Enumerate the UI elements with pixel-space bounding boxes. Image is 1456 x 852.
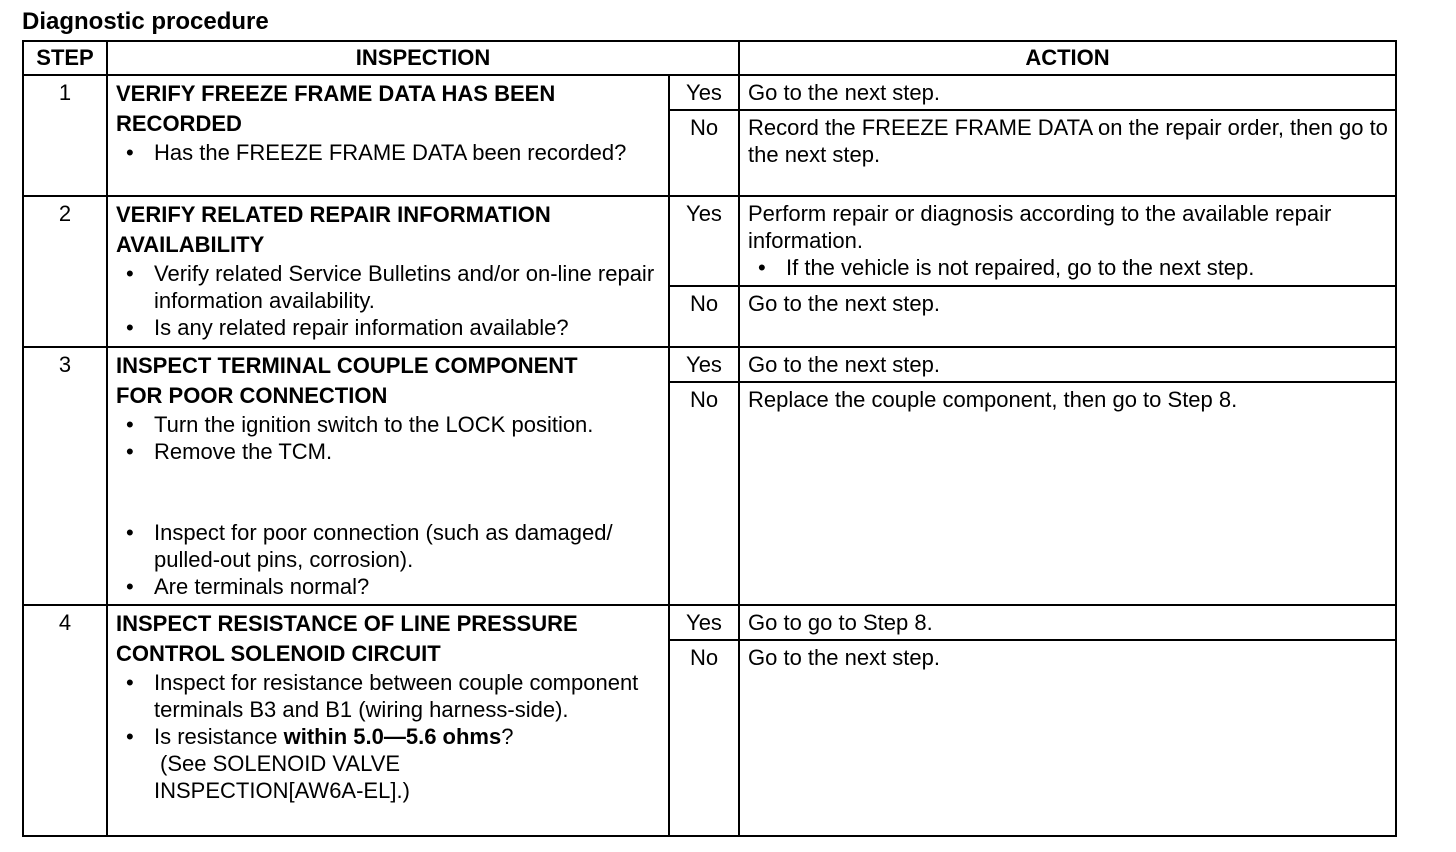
page-title: Diagnostic procedure xyxy=(22,8,269,35)
inspection-bullets xyxy=(116,519,662,600)
no-label: No xyxy=(669,640,739,836)
list-item: • Is resistance within 5.0—5.6 ohms? (See SOLENOID VALVE INSPECTION[AW6A-EL].) xyxy=(154,723,662,804)
see-reference-cont: INSPECTION[AW6A-EL].) xyxy=(154,778,410,803)
list-item: • Turn the ignition switch to the LOCK position. xyxy=(154,411,662,438)
list-item: • If the vehicle is not repaired, go to the next step. xyxy=(786,254,1389,281)
no-action: Go to the next step. xyxy=(739,640,1396,836)
inspection-heading: INSPECT TERMINAL COUPLE COMPONENT FOR POOR CONNECTION xyxy=(116,353,578,408)
inspection-cell xyxy=(107,605,669,836)
header-step: STEP xyxy=(23,41,107,75)
list-item: • Remove the TCM. xyxy=(154,438,662,465)
inspection-cell xyxy=(107,196,669,347)
resistance-spec: within 5.0—5.6 ohms xyxy=(283,724,502,749)
action-bullets xyxy=(748,254,1389,281)
list-item: • Is any related repair information available? xyxy=(154,314,662,341)
table-row xyxy=(23,347,1396,382)
yes-action-text: Perform repair or diagnosis according to the available repair information. xyxy=(748,201,1332,253)
see-reference: (See SOLENOID VALVE xyxy=(160,751,401,776)
yes-action: Go to the next step. xyxy=(739,347,1396,382)
yes-action xyxy=(739,196,1396,286)
yes-action: Go to the next step. xyxy=(739,75,1396,110)
header-row xyxy=(23,41,1396,75)
table-row xyxy=(23,196,1396,286)
yes-label: Yes xyxy=(669,75,739,110)
no-action: Record the FREEZE FRAME DATA on the repair order, then go to the next step. xyxy=(739,110,1396,196)
step-number: 2 xyxy=(23,196,107,347)
inspection-heading: VERIFY FREEZE FRAME DATA HAS BEEN RECORDED xyxy=(116,81,556,136)
inspection-bullets xyxy=(116,139,662,166)
table-row xyxy=(23,75,1396,110)
yes-label: Yes xyxy=(669,347,739,382)
step-number: 3 xyxy=(23,347,107,605)
inspection-bullets xyxy=(116,260,662,341)
no-label: No xyxy=(669,286,739,347)
no-action: Replace the couple component, then go to Step 8. xyxy=(739,382,1396,605)
yes-label: Yes xyxy=(669,196,739,286)
inspection-heading: INSPECT RESISTANCE OF LINE PRESSURE CONTROL SOLENOID CIRCUIT xyxy=(116,611,578,666)
yes-label: Yes xyxy=(669,605,739,640)
step-number: 4 xyxy=(23,605,107,836)
inspection-bullets xyxy=(116,411,662,465)
list-item: • Inspect for poor connection (such as damaged/ pulled-out pins, corrosion). xyxy=(154,519,662,573)
yes-action: Go to go to Step 8. xyxy=(739,605,1396,640)
header-action: ACTION xyxy=(739,41,1396,75)
inspection-bullets xyxy=(116,669,662,804)
list-item: • Has the FREEZE FRAME DATA been recorded? xyxy=(154,139,662,166)
inspection-cell xyxy=(107,75,669,196)
inspection-heading: VERIFY RELATED REPAIR INFORMATION AVAILABILITY xyxy=(116,202,551,257)
step-number: 1 xyxy=(23,75,107,196)
table-row xyxy=(23,605,1396,640)
list-item: • Are terminals normal? xyxy=(154,573,662,600)
header-inspection: INSPECTION xyxy=(107,41,739,75)
list-item: • Inspect for resistance between couple component terminals B3 and B1 (wiring harness-side). xyxy=(154,669,662,723)
no-label: No xyxy=(669,382,739,605)
no-label: No xyxy=(669,110,739,196)
diagnostic-procedure-table xyxy=(22,40,1397,837)
list-item: • Verify related Service Bulletins and/or on-line repair information availability. xyxy=(154,260,662,314)
inspection-cell xyxy=(107,347,669,605)
no-action: Go to the next step. xyxy=(739,286,1396,347)
